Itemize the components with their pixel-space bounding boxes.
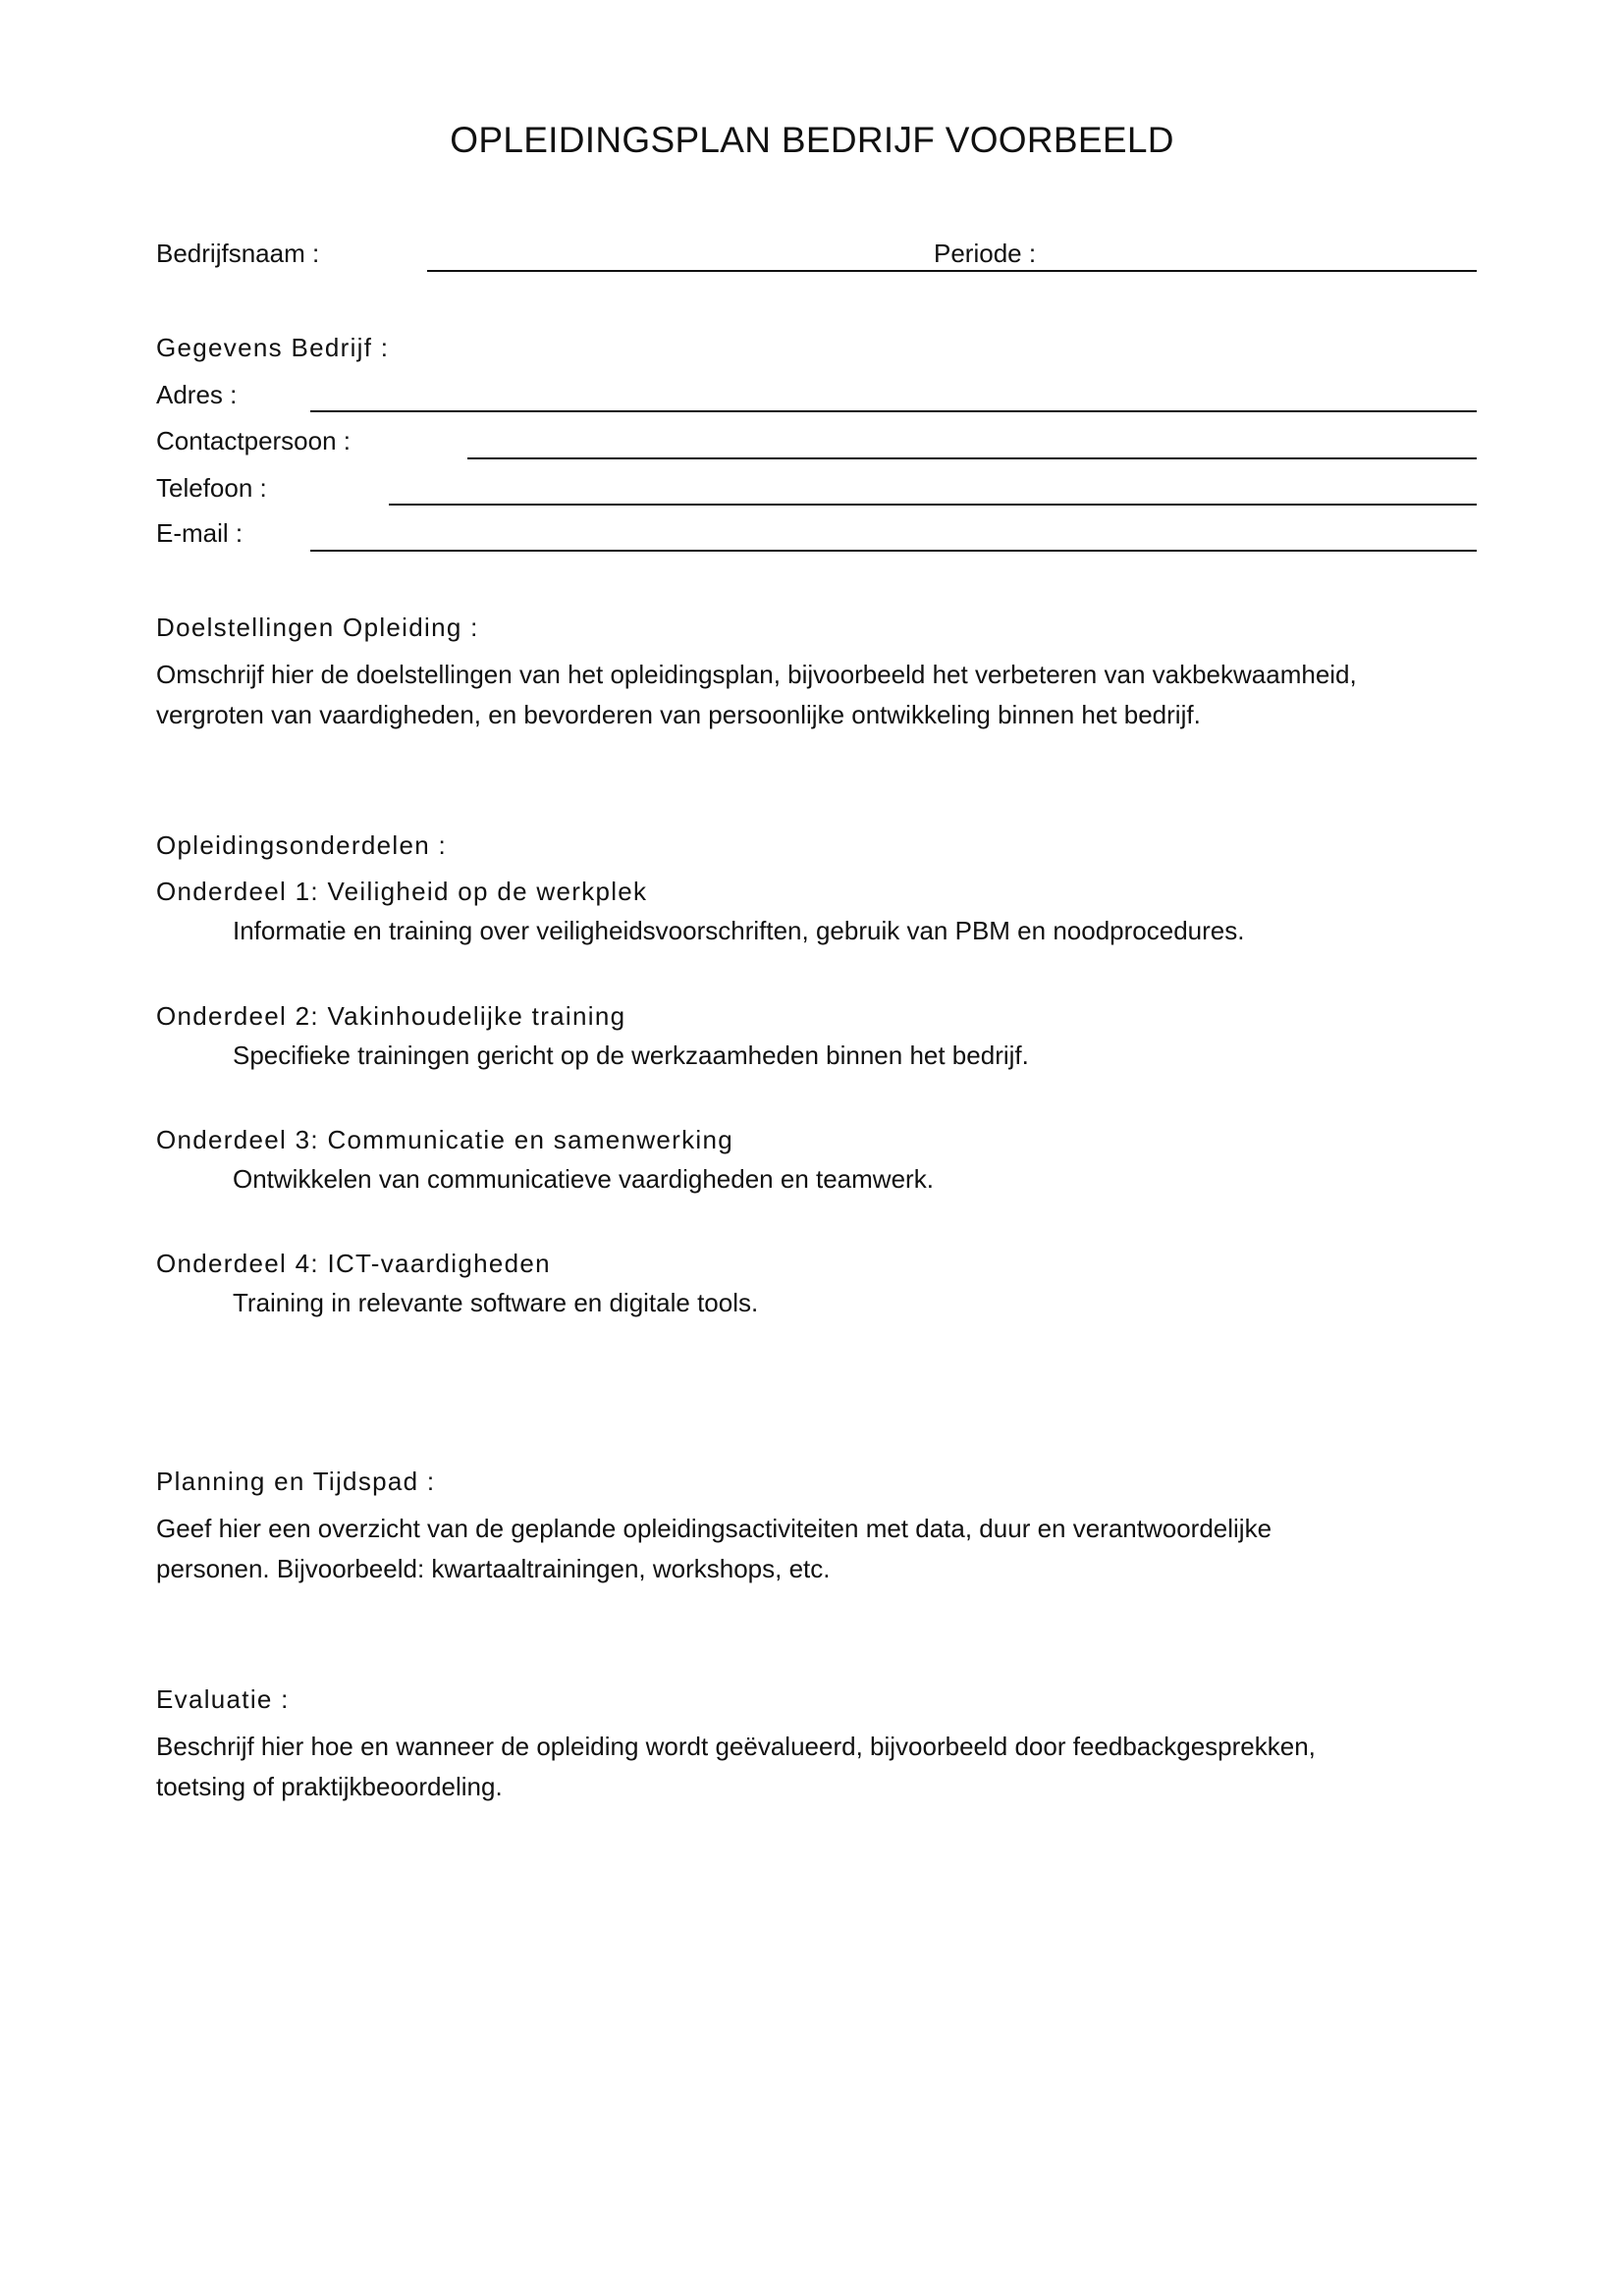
onderdeel-title: Onderdeel 1: Veiligheid op de werkplek <box>156 877 648 906</box>
bedrijfsnaam-fill-line <box>427 270 1477 272</box>
onderdeel-item <box>156 1249 758 1317</box>
planning-paragraph <box>156 1509 1272 1589</box>
email-fill-line <box>310 550 1477 552</box>
telefoon-fill-line <box>389 504 1477 506</box>
adres-fill-line <box>310 410 1477 412</box>
onderdeel-description: Training in relevante software en digitale tools. <box>233 1288 759 1317</box>
onderdeel-item <box>156 1125 934 1194</box>
evaluatie-heading: Evaluatie : <box>156 1684 290 1714</box>
paragraph-line: Geef hier een overzicht van de geplande opleidingsactiviteiten met data, duur en verantwoordelijke <box>156 1514 1272 1543</box>
contactpersoon-fill-line <box>467 457 1477 459</box>
evaluatie-paragraph <box>156 1727 1316 1807</box>
onderdeel-title: Onderdeel 4: ICT-vaardigheden <box>156 1249 551 1278</box>
planning-heading: Planning en Tijdspad : <box>156 1467 436 1496</box>
paragraph-line: Beschrijf hier hoe en wanneer de opleiding wordt geëvalueerd, bijvoorbeeld door feedbackgesprekken, <box>156 1732 1316 1761</box>
periode-label: Periode : <box>934 239 1037 268</box>
onderdeel-item <box>156 1001 1029 1070</box>
paragraph-line: personen. Bijvoorbeeld: kwartaaltrainingen, workshops, etc. <box>156 1554 831 1583</box>
document-title: OPLEIDINGSPLAN BEDRIJF VOORBEELD <box>450 120 1174 160</box>
onderdeel-description: Specifieke trainingen gericht op de werkzaamheden binnen het bedrijf. <box>233 1041 1029 1070</box>
paragraph-line: Omschrijf hier de doelstellingen van het opleidingsplan, bijvoorbeeld het verbeteren van vakbekwaamheid, <box>156 660 1357 689</box>
onderdeel-title: Onderdeel 3: Communicatie en samenwerking <box>156 1125 734 1154</box>
onderdeel-title: Onderdeel 2: Vakinhoudelijke training <box>156 1001 626 1031</box>
onderdeel-description: Ontwikkelen van communicatieve vaardigheden en teamwerk. <box>233 1164 934 1194</box>
bedrijfsnaam-label: Bedrijfsnaam : <box>156 239 320 268</box>
onderdelen-heading: Opleidingsonderdelen : <box>156 830 448 860</box>
adres-label: Adres : <box>156 380 238 409</box>
onderdeel-description: Informatie en training over veiligheidsvoorschriften, gebruik van PBM en noodprocedures. <box>233 916 1245 945</box>
doelstellingen-heading: Doelstellingen Opleiding : <box>156 613 479 642</box>
paragraph-line: vergroten van vaardigheden, en bevorderen van persoonlijke ontwikkeling binnen het bedrijf. <box>156 700 1201 729</box>
doelstellingen-paragraph <box>156 655 1357 735</box>
gegevens-heading: Gegevens Bedrijf : <box>156 333 390 362</box>
paragraph-line: toetsing of praktijkbeoordeling. <box>156 1772 503 1801</box>
contactpersoon-label: Contactpersoon : <box>156 426 352 455</box>
email-label: E-mail : <box>156 518 244 548</box>
telefoon-label: Telefoon : <box>156 473 267 503</box>
onderdeel-item <box>156 877 1244 945</box>
